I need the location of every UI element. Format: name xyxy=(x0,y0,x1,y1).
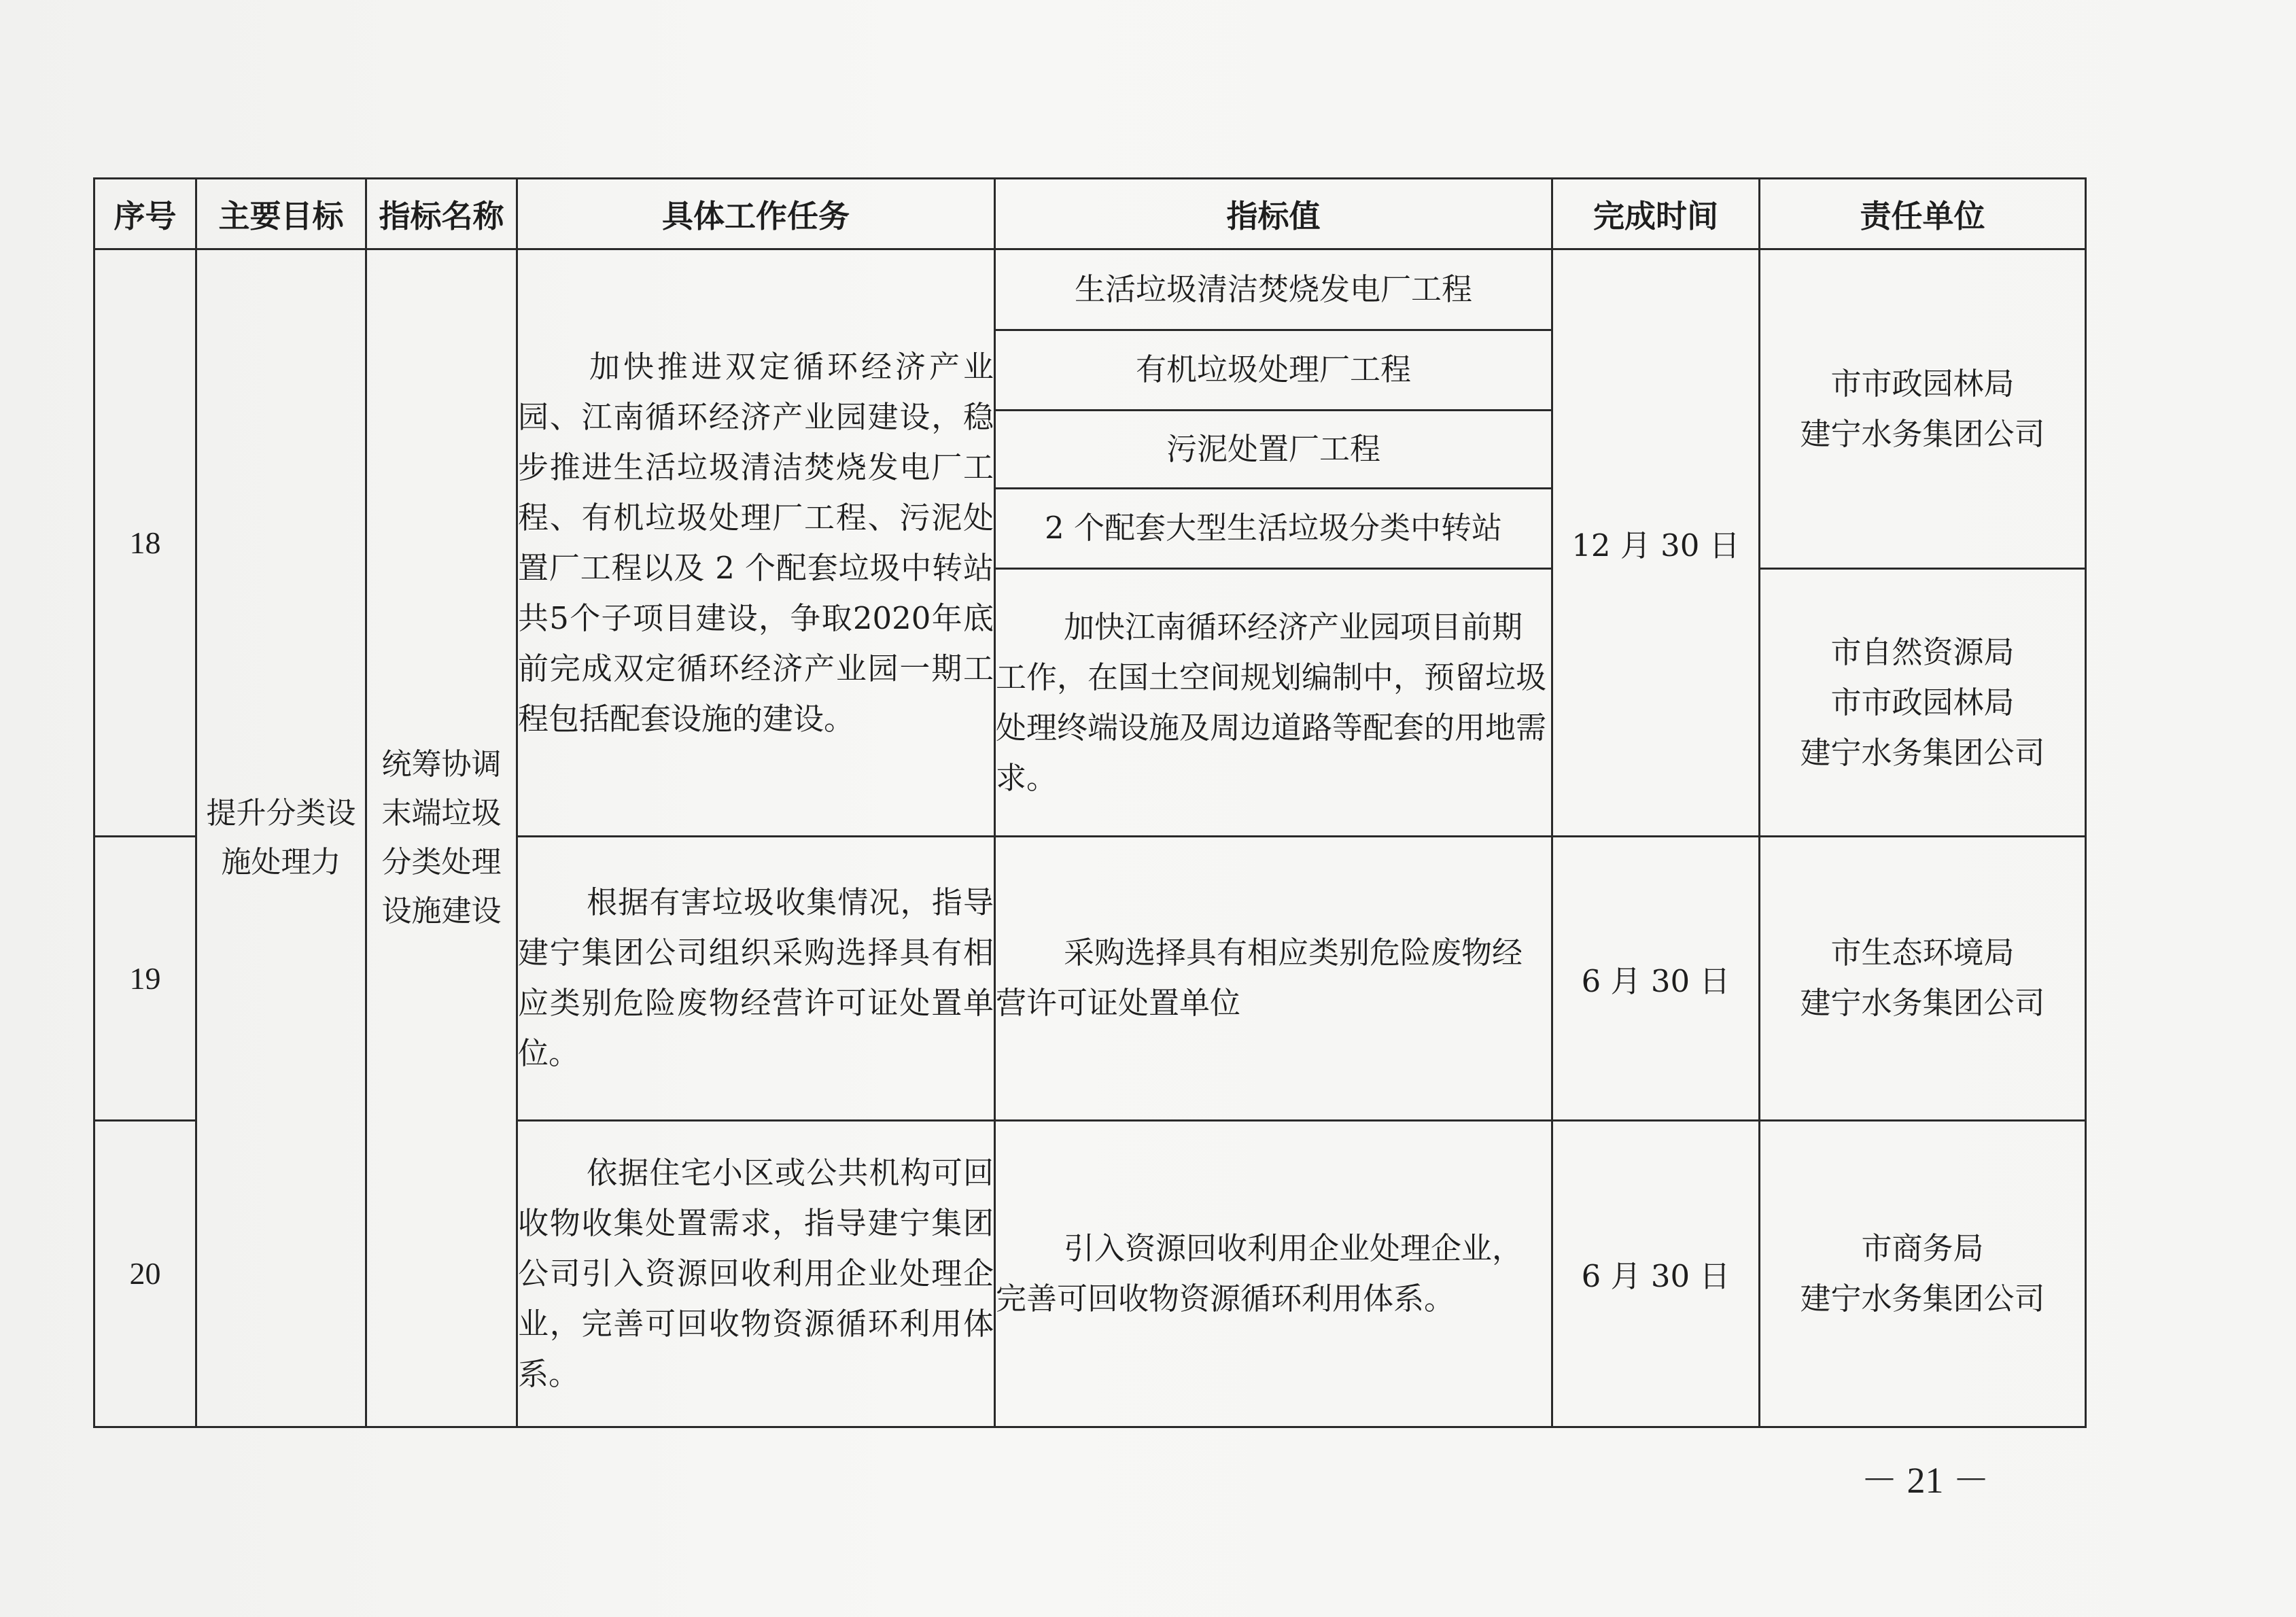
task-text: 根据有害垃圾收集情况，指导建宁集团公司组织采购选择具有相应类别危险废物经营许可证处置单位。 xyxy=(518,884,994,1072)
table-header-row xyxy=(94,179,2086,249)
deadline-cell: 6 月 30 日 xyxy=(1552,837,1760,1120)
header-deadline: 完成时间 xyxy=(1552,179,1760,249)
header-indicator-name: 指标名称 xyxy=(366,179,517,249)
task-text: 加快推进双定循环经济产业园、江南循环经济产业园建设，稳步推进生活垃圾清洁焚烧发电厂工程、有机垃圾处理厂工程、污泥处置厂工程以及 2 个配套垃圾中转站共5个子项目建设，争取2020年底前完成双定循环经济产业园一期工程包括配套设施的建设。 xyxy=(518,348,994,737)
unit-line: 市生态环境局 xyxy=(1830,935,2015,971)
header-unit: 责任单位 xyxy=(1760,179,2086,249)
task-cell xyxy=(517,1120,995,1427)
indicator-value-cell xyxy=(995,569,1552,837)
task-cell xyxy=(517,837,995,1120)
unit-cell xyxy=(1760,1120,2086,1427)
seq-cell: 18 xyxy=(94,249,196,837)
task-cell xyxy=(517,249,995,837)
unit-cell xyxy=(1760,569,2086,837)
unit-line: 市商务局 xyxy=(1861,1230,1984,1266)
indicator-value-text: 采购选择具有相应类别危险废物经营许可证处置单位 xyxy=(996,935,1523,1022)
task-table xyxy=(93,177,2087,1428)
task-text: 依据住宅小区或公共机构可回收物收集处置需求，指导建宁集团公司引入资源回收利用企业处理企业，完善可回收物资源循环利用体系。 xyxy=(518,1154,994,1392)
unit-cell xyxy=(1760,249,2086,569)
indicator-value-cell: 污泥处置厂工程 xyxy=(995,411,1552,488)
indicator-name-text: 统筹协调末端垃圾分类处理设施建设 xyxy=(381,747,502,928)
unit-line: 建宁水务集团公司 xyxy=(1800,1280,2045,1317)
indicator-value-text: 引入资源回收利用企业处理企业，完善可回收物资源循环利用体系。 xyxy=(996,1230,1523,1317)
unit-line: 市自然资源局 xyxy=(1830,633,2015,670)
unit-line: 市市政园林局 xyxy=(1830,365,2015,402)
header-indicator-value: 指标值 xyxy=(995,179,1552,249)
seq-cell: 20 xyxy=(94,1120,196,1427)
deadline-cell: 6 月 30 日 xyxy=(1552,1120,1760,1427)
indicator-name-cell xyxy=(366,249,517,1427)
indicator-value-cell: 有机垃圾处理厂工程 xyxy=(995,330,1552,411)
indicator-value-cell xyxy=(995,837,1552,1120)
goal-cell xyxy=(196,249,366,1427)
header-task: 具体工作任务 xyxy=(517,179,995,249)
unit-line: 建宁水务集团公司 xyxy=(1800,985,2045,1022)
page-number: － 21 － xyxy=(1861,1460,1989,1501)
header-seq: 序号 xyxy=(94,179,196,249)
table-row xyxy=(94,249,2086,330)
seq-cell: 19 xyxy=(94,837,196,1120)
unit-line: 市市政园林局 xyxy=(1830,684,2015,720)
indicator-value-cell xyxy=(995,1120,1552,1427)
header-goal: 主要目标 xyxy=(196,179,366,249)
goal-text: 提升分类设施处理力 xyxy=(206,796,356,880)
deadline-cell: 12 月 30 日 xyxy=(1552,249,1760,837)
indicator-value-text: 加快江南循环经济产业园项目前期工作，在国土空间规划编制中，预留垃圾处理终端设施及周边道路等配套的用地需求。 xyxy=(996,608,1547,796)
unit-cell xyxy=(1760,837,2086,1120)
indicator-value-cell: 生活垃圾清洁焚烧发电厂工程 xyxy=(995,249,1552,330)
indicator-value-cell: 2 个配套大型生活垃圾分类中转站 xyxy=(995,488,1552,569)
unit-line: 建宁水务集团公司 xyxy=(1800,734,2045,771)
unit-line: 建宁水务集团公司 xyxy=(1800,415,2045,452)
